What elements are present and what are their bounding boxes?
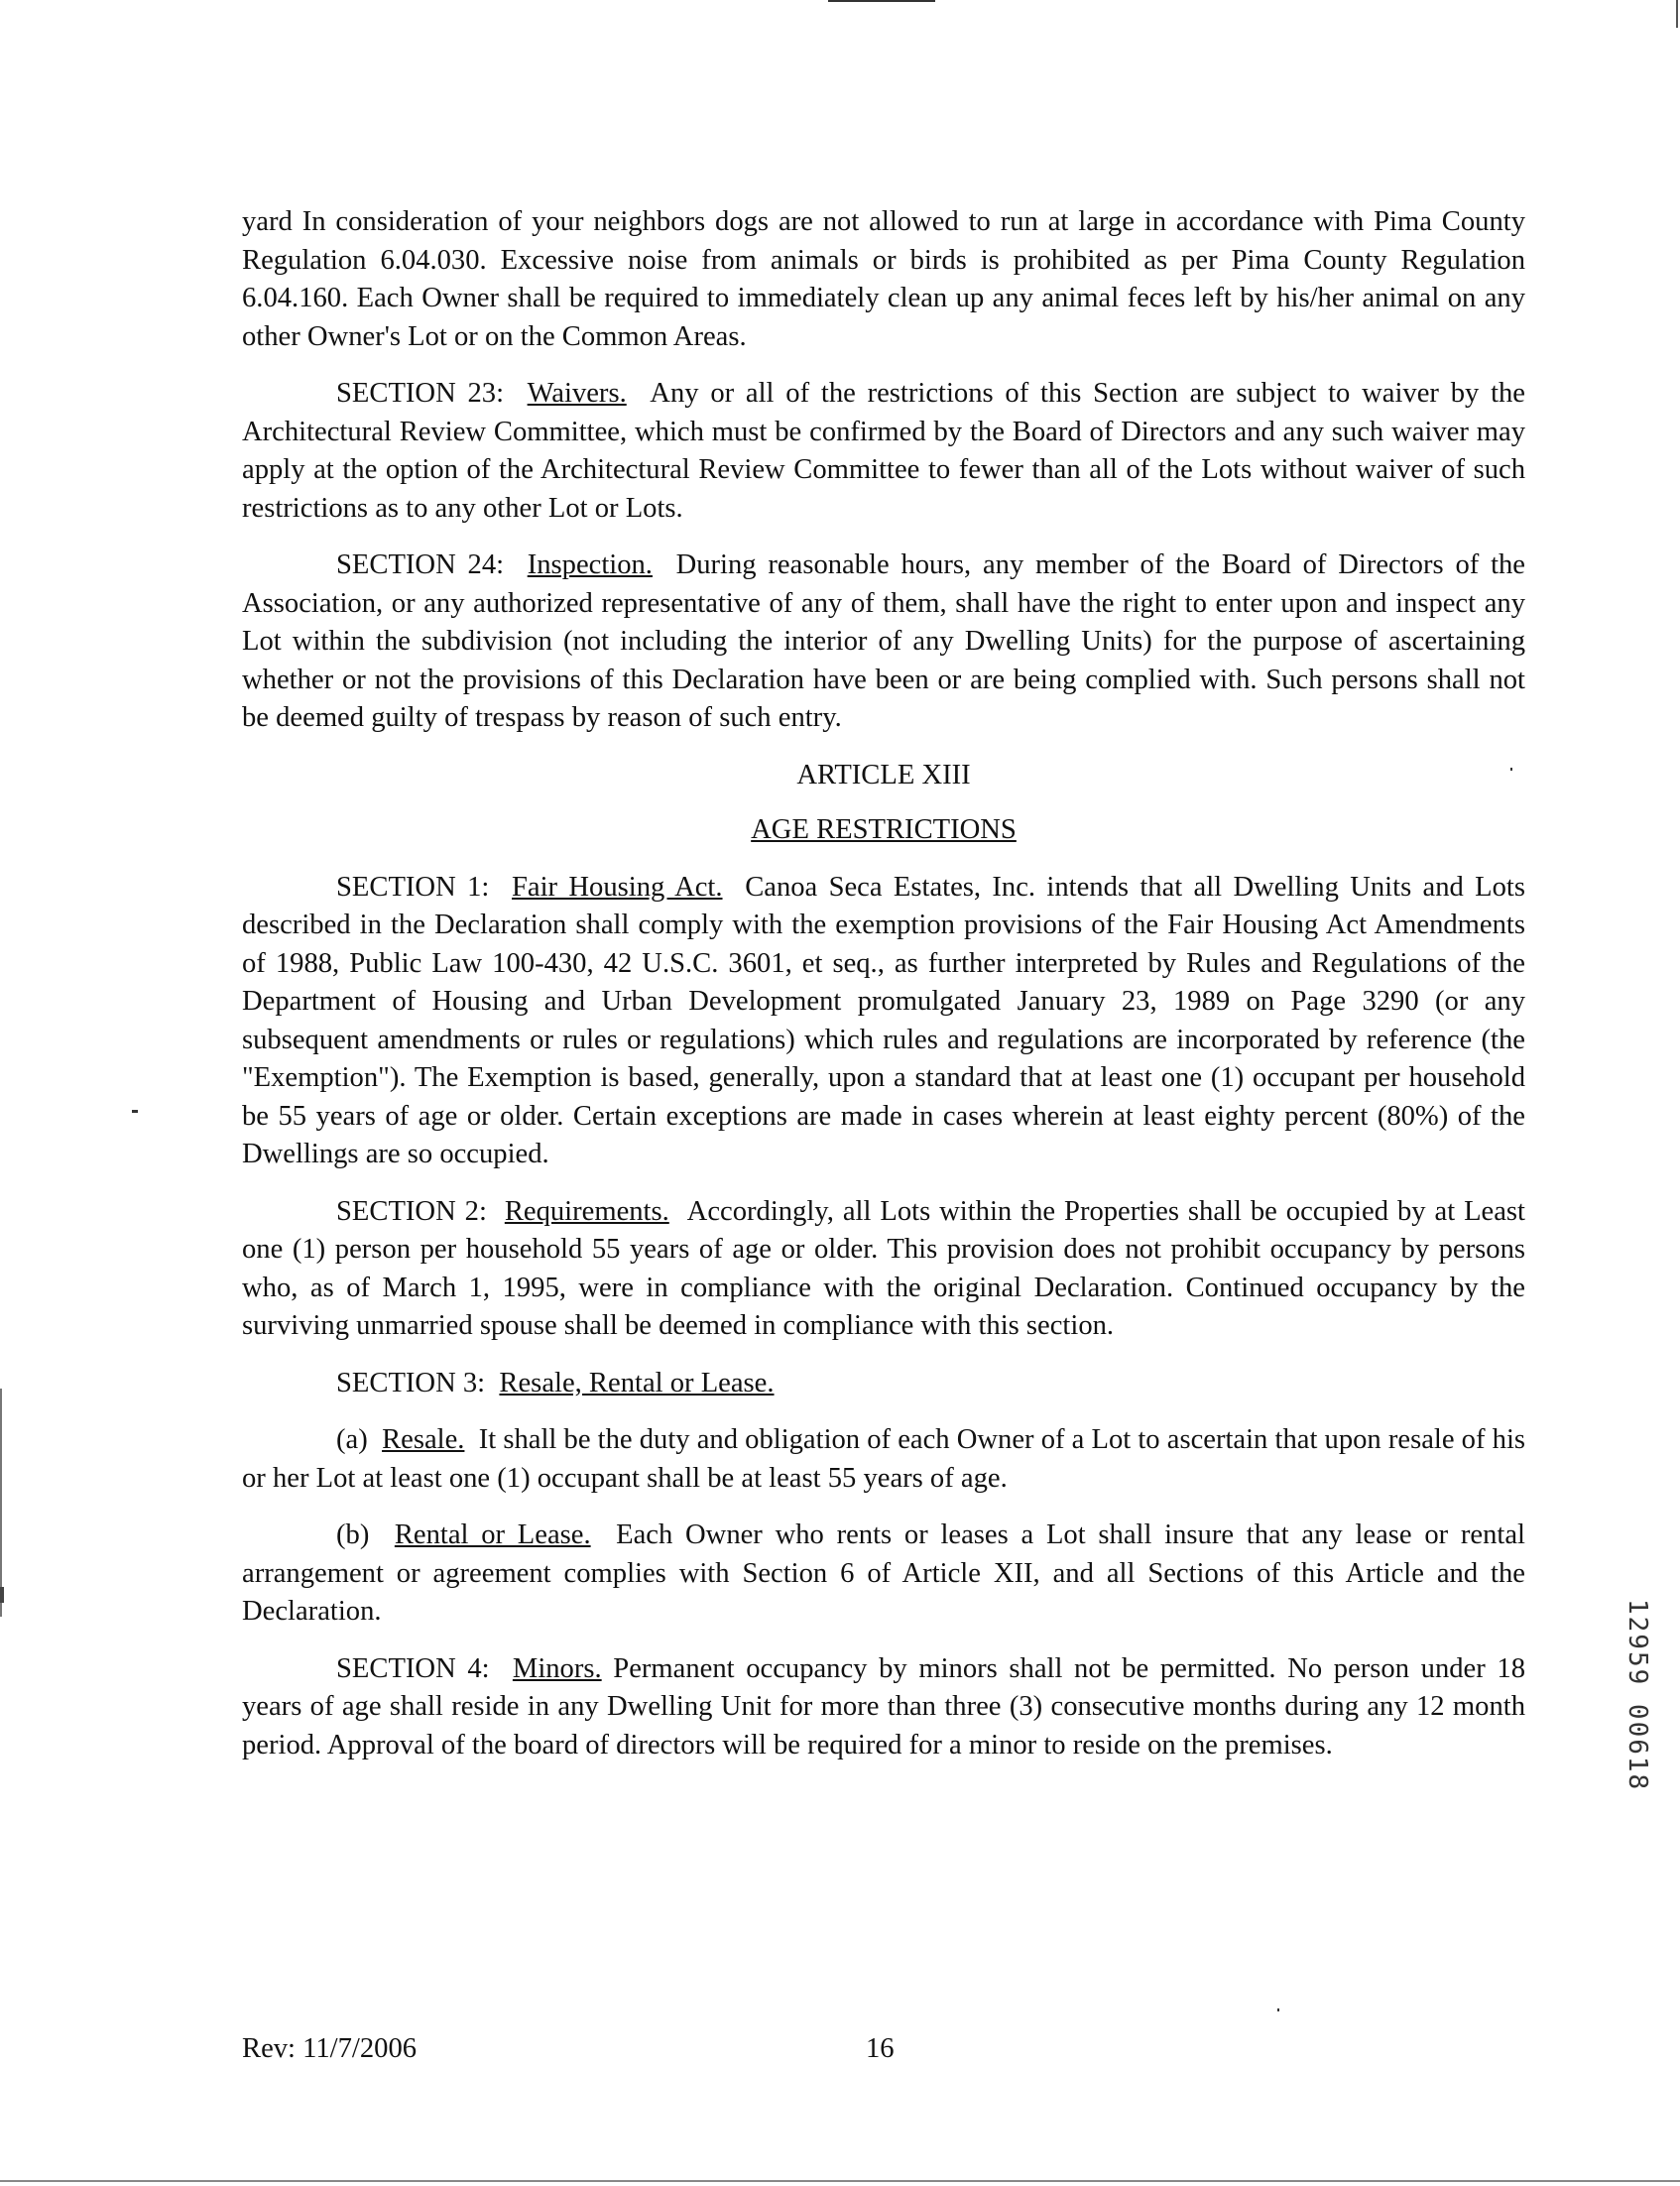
scan-mark-top xyxy=(828,0,935,2)
scan-edge-mark xyxy=(0,1587,4,1603)
section-24-title: Inspection. xyxy=(527,549,653,580)
section-1 xyxy=(242,869,1525,1174)
section-23-label: SECTION 23: xyxy=(336,378,505,409)
article-number: ARTICLE XIII xyxy=(796,759,971,790)
article-title: AGE RESTRICTIONS xyxy=(751,814,1017,845)
subsection-b-text: Each Owner who rents or leases a Lot shall insure that any lease or rental arrangement or agreement complies with Section 6 of Article XII, and all Sections of this Article and the Declaration. xyxy=(242,1519,1525,1627)
document-body xyxy=(242,203,1525,1783)
section-3-title: Resale, Rental or Lease. xyxy=(499,1367,775,1398)
section-3-label: SECTION 3: xyxy=(336,1367,486,1398)
section-23 xyxy=(242,375,1525,528)
subsection-a-title: Resale. xyxy=(382,1424,465,1455)
section-24 xyxy=(242,546,1525,738)
section-24-label: SECTION 24: xyxy=(336,549,505,580)
subsection-b-title: Rental or Lease. xyxy=(394,1519,591,1550)
subsection-a-label: (a) xyxy=(336,1424,368,1455)
subsection-a xyxy=(242,1421,1525,1498)
subsection-b-label: (b) xyxy=(336,1519,370,1550)
section-24-text: During reasonable hours, any member of the Board of Directors of the Association, or any authorized representative of any of them, shall have the right to enter upon and inspect any Lot within the subdivision (not including the interior of any Dwelling Units) for the purpose of ascertaining whether or not the provisions of this Declaration have been or are being complied with. Such persons shall not be deemed guilty of trespass by reason of such entry. xyxy=(242,549,1526,733)
scan-edge-bottom xyxy=(0,2180,1680,2182)
footer-page-number: 16 xyxy=(866,2033,895,2064)
section-4-label: SECTION 4: xyxy=(336,1652,490,1684)
section-2-title: Requirements. xyxy=(504,1195,669,1227)
section-23-title: Waivers. xyxy=(527,378,627,409)
subsection-a-text: It shall be the duty and obligation of each Owner of a Lot to ascertain that upon resale of his or her Lot at least one (1) occupant shall be at least 55 years of age. xyxy=(242,1424,1526,1494)
paragraph-animals: yard In consideration of your neighbors dogs are not allowed to run at large in accordance with Pima County Regulation 6.04.030. Excessive noise from animals or birds is prohibited as per Pima County Regulation 6.04.160. Each Owner shall be required to immediately clean up any animal feces left by his/her animal on any other Owner's Lot or on the Common Areas. xyxy=(242,206,1525,352)
section-23-text: Any or all of the restrictions of this Section are subject to waiver by the Architectural Review Committee, which must be confirmed by the Board of Directors and any such waiver may apply at the option of the Architectural Review Committee to fewer than all of the Lots without waiver of such restrictions as to any other Lot or Lots. xyxy=(242,378,1525,524)
section-4-text: Permanent occupancy by minors shall not be permitted. No person under 18 years of age shall reside in any Dwelling Unit for more than three (3) consecutive months during any 12 month period. Approval of the board of directors will be required for a minor to reside on the premises. xyxy=(242,1652,1525,1761)
section-4-title: Minors. xyxy=(512,1652,602,1684)
section-2 xyxy=(242,1193,1525,1346)
subsection-b xyxy=(242,1517,1525,1632)
scan-edge-left xyxy=(0,1389,2,1617)
section-1-label: SECTION 1: xyxy=(336,871,490,903)
scan-speck xyxy=(132,1110,138,1113)
footer-revision: Rev: 11/7/2006 xyxy=(242,2033,418,2064)
section-1-text: Canoa Seca Estates, Inc. intends that all Dwelling Units and Lots described in the Declaration shall comply with the exemption provisions of the Fair Housing Act Amendments of 1988, Public Law 100-430, 42 U.S.C. 3601, et seq., as further interpreted by Rules and Regulations of the Department of Housing and Urban Development promulgated January 23, 1989 on Page 3290 (or any subsequent amendments or rules or regulations) which rules and regulations are incorporated by reference (the "Exemption"). The Exemption is based, generally, upon a standard that at least one (1) occupant per household be 55 years of age or older. Certain exceptions are made in cases wherein at least eighty percent (80%) of the Dwellings are so occupied. xyxy=(242,871,1525,1169)
recording-stamp: 12959 00618 xyxy=(1622,1599,1652,1792)
section-3 xyxy=(242,1365,1525,1403)
section-2-text: Accordingly, all Lots within the Properties shall be occupied by at Least one (1) person per household 55 years of age or older. This provision does not prohibit occupancy by persons who, as of March 1, 1995, were in compliance with the original Declaration. Continued occupancy by the surviving unmarried spouse shall be deemed in compliance with this section. xyxy=(242,1195,1525,1341)
scan-mark-right xyxy=(1676,0,1678,28)
scan-speck xyxy=(1277,2008,1279,2011)
section-4 xyxy=(242,1650,1525,1765)
section-2-label: SECTION 2: xyxy=(336,1195,487,1227)
section-1-title: Fair Housing Act. xyxy=(512,871,723,903)
